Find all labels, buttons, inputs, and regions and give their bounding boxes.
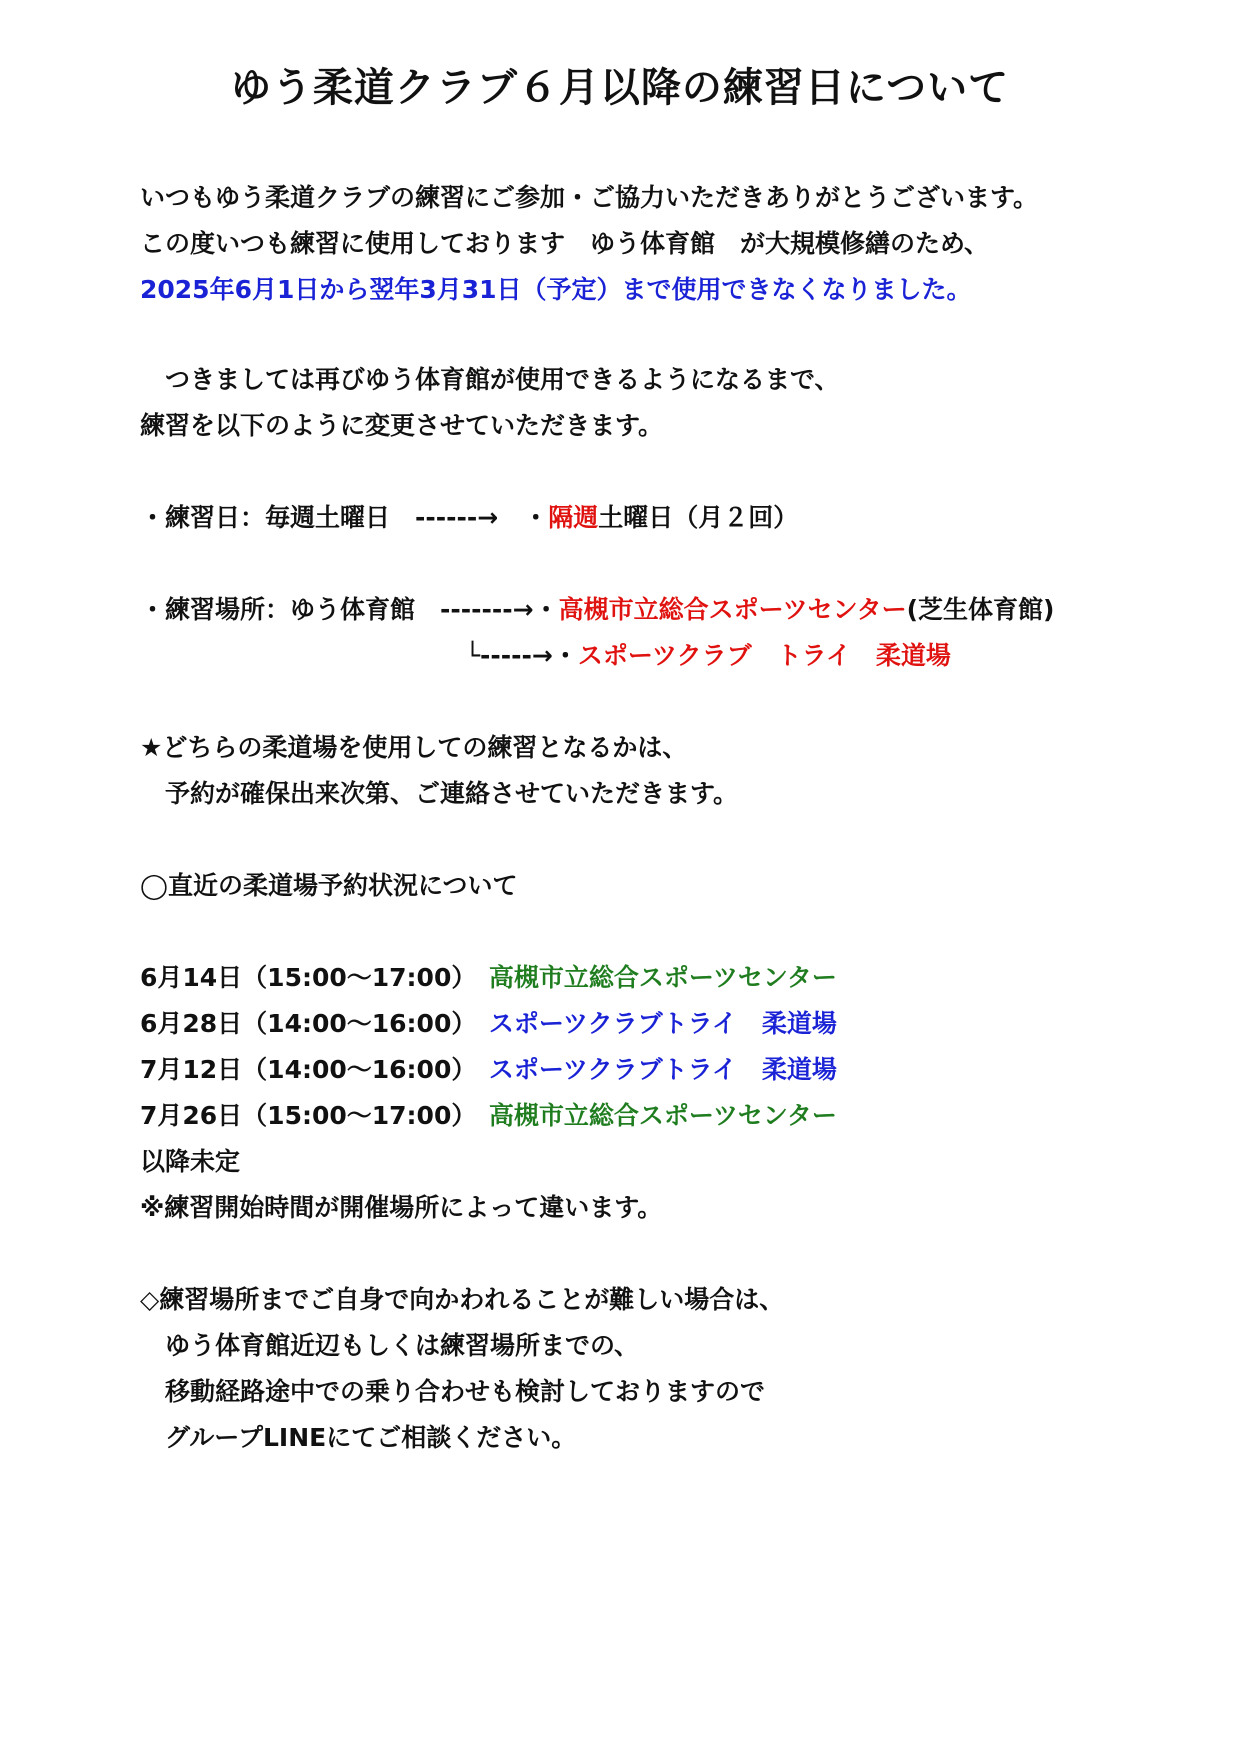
- transport-line-2: ゆう体育館近辺もしくは練習場所までの、: [140, 1331, 640, 1360]
- contact-note-line-1: ★どちらの柔道場を使用しての練習となるかは、: [140, 733, 688, 762]
- transport-line-3: 移動経路途中での乗り合わせも検討しておりますので: [140, 1377, 766, 1406]
- change-place-highlight: 高槻市立総合スポーツセンター: [558, 595, 907, 624]
- reservation-row: [140, 962, 837, 994]
- transport-line-1: ◇練習場所までご自身で向かわれることが難しい場合は、: [140, 1285, 785, 1314]
- reservation-datetime: 7月26日（15:00～17:00）: [140, 1101, 464, 1130]
- change-place-alt-prefix: └-----→・: [465, 641, 578, 670]
- change-day-prefix: ・練習日：毎週土曜日 ------→ ・: [140, 503, 549, 532]
- reservation-venue: 高槻市立総合スポーツセンター: [488, 963, 837, 992]
- change-practice-place: [140, 594, 1054, 626]
- intro-line-3-period: 2025年6月1日から翌年3月31日（予定）まで使用できなくなりました。: [140, 275, 972, 304]
- intro-line-1: いつもゆう柔道クラブの練習にご参加・ご協力いただきありがとうございます。: [140, 183, 1039, 212]
- change-day-highlight: 隔週: [548, 503, 599, 532]
- change-place-prefix: ・練習場所：ゆう体育館 -------→・: [140, 595, 559, 624]
- reservation-datetime: 6月14日（15:00～17:00）: [140, 963, 464, 992]
- reservation-row: [140, 1100, 837, 1132]
- after-undecided: 以降未定: [140, 1147, 241, 1176]
- reservation-venue: 高槻市立総合スポーツセンター: [488, 1101, 837, 1130]
- reservation-venue: スポーツクラブトライ 柔道場: [488, 1055, 837, 1084]
- change-practice-day: [140, 502, 798, 534]
- intro-line-2: この度いつも練習に使用しております ゆう体育館 が大規模修繕のため、: [140, 229, 990, 258]
- reservation-datetime: 7月12日（14:00～16:00）: [140, 1055, 464, 1084]
- reservation-datetime: 6月28日（14:00～16:00）: [140, 1009, 464, 1038]
- transport-line-4: グループLINEにてご相談ください。: [140, 1423, 577, 1452]
- reservation-venue: スポーツクラブトライ 柔道場: [488, 1009, 837, 1038]
- page-title: ゆう柔道クラブ６月以降の練習日について: [230, 65, 1010, 111]
- reservation-heading: ◯直近の柔道場予約状況について: [140, 871, 518, 900]
- change-place-alt-highlight: スポーツクラブ トライ 柔道場: [577, 641, 951, 670]
- notice-line-2: 練習を以下のように変更させていただきます。: [140, 411, 664, 440]
- contact-note-line-2: 予約が確保出来次第、ご連絡させていただきます。: [140, 779, 739, 808]
- reservation-row: [140, 1054, 837, 1086]
- start-time-note: ※練習開始時間が開催場所によって違います。: [140, 1193, 663, 1222]
- change-place-suffix: (芝生体育館): [906, 595, 1055, 624]
- reservation-row: [140, 1008, 837, 1040]
- change-day-suffix: 土曜日（月２回）: [598, 503, 799, 532]
- change-practice-place-alt: [465, 640, 951, 672]
- notice-line-1: つきましては再びゆう体育館が使用できるようになるまで、: [140, 365, 840, 394]
